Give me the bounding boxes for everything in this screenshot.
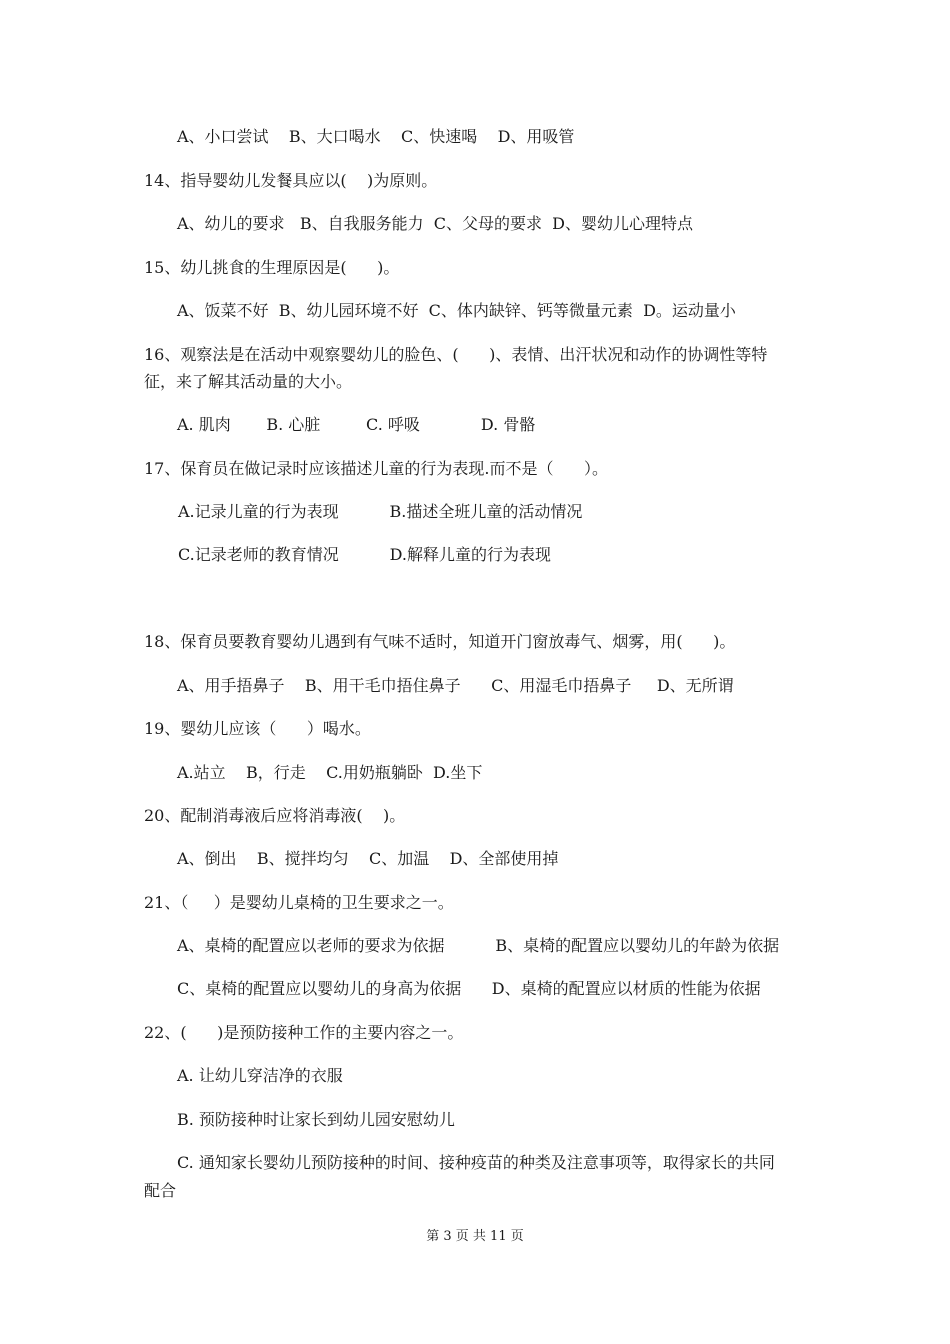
q21-question: 21、（ ）是婴幼儿桌椅的卫生要求之一。 [144, 893, 454, 912]
q22-question: 22、( )是预防接种工作的主要内容之一。 [144, 1023, 464, 1042]
q15-question: 15、幼儿挑食的生理原因是( )。 [144, 258, 400, 277]
q19-question: 19、婴幼儿应该（ ）喝水。 [144, 719, 371, 738]
q20-options: A、倒出 B、搅拌均匀 C、加温 D、全部使用掉 [177, 849, 559, 868]
q17-options-row-1: A.记录儿童的行为表现 B.描述全班儿童的活动情况 [178, 502, 583, 521]
q20-question: 20、配制消毒液后应将消毒液( )。 [144, 806, 406, 825]
q21-options-row-1: A、桌椅的配置应以老师的要求为依据 B、桌椅的配置应以婴幼儿的年龄为依据 [177, 936, 780, 955]
q17-question: 17、保育员在做记录时应该描述儿童的行为表现.而不是（ ）。 [144, 459, 608, 478]
q22-option-c-line-2: 配合 [144, 1181, 177, 1200]
q22-option-b: B. 预防接种时让家长到幼儿园安慰幼儿 [177, 1110, 455, 1129]
q19-options: A.站立 B，行走 C.用奶瓶躺卧 D.坐下 [177, 763, 483, 782]
q16-question-line-1: 16、观察法是在活动中观察婴幼儿的脸色、( )、表情、出汗状况和动作的协调性等特 [144, 345, 768, 364]
q22-option-a: A. 让幼儿穿洁净的衣服 [177, 1066, 343, 1085]
page-number-footer: 第 3 页 共 11 页 [426, 1229, 524, 1244]
q18-question: 18、保育员要教育婴幼儿遇到有气味不适时，知道开门窗放毒气、烟雾，用( )。 [144, 632, 736, 651]
q17-options-row-2: C.记录老师的教育情况 D.解释儿童的行为表现 [178, 545, 551, 564]
q14-options: A、幼儿的要求 B、自我服务能力 C、父母的要求 D、婴幼儿心理特点 [177, 214, 693, 233]
q16-question-line-2: 征，来了解其活动量的大小。 [144, 372, 353, 391]
q21-options-row-2: C、桌椅的配置应以婴幼儿的身高为依据 D、桌椅的配置应以材质的性能为依据 [177, 979, 761, 998]
q14-question: 14、指导婴幼儿发餐具应以( )为原则。 [144, 171, 438, 190]
q15-options: A、饭菜不好 B、幼儿园环境不好 C、体内缺锌、钙等微量元素 D。运动量小 [177, 301, 736, 320]
q16-options: A. 肌肉 B. 心脏 C. 呼吸 D. 骨骼 [177, 415, 536, 434]
q18-options: A、用手捂鼻子 B、用干毛巾捂住鼻子 C、用湿毛巾捂鼻子 D、无所谓 [177, 676, 734, 695]
q13-options: A、小口尝试 B、大口喝水 C、快速喝 D、用吸管 [177, 127, 575, 146]
q22-option-c-line-1: C. 通知家长婴幼儿预防接种的时间、接种疫苗的种类及注意事项等，取得家长的共同 [177, 1153, 775, 1172]
